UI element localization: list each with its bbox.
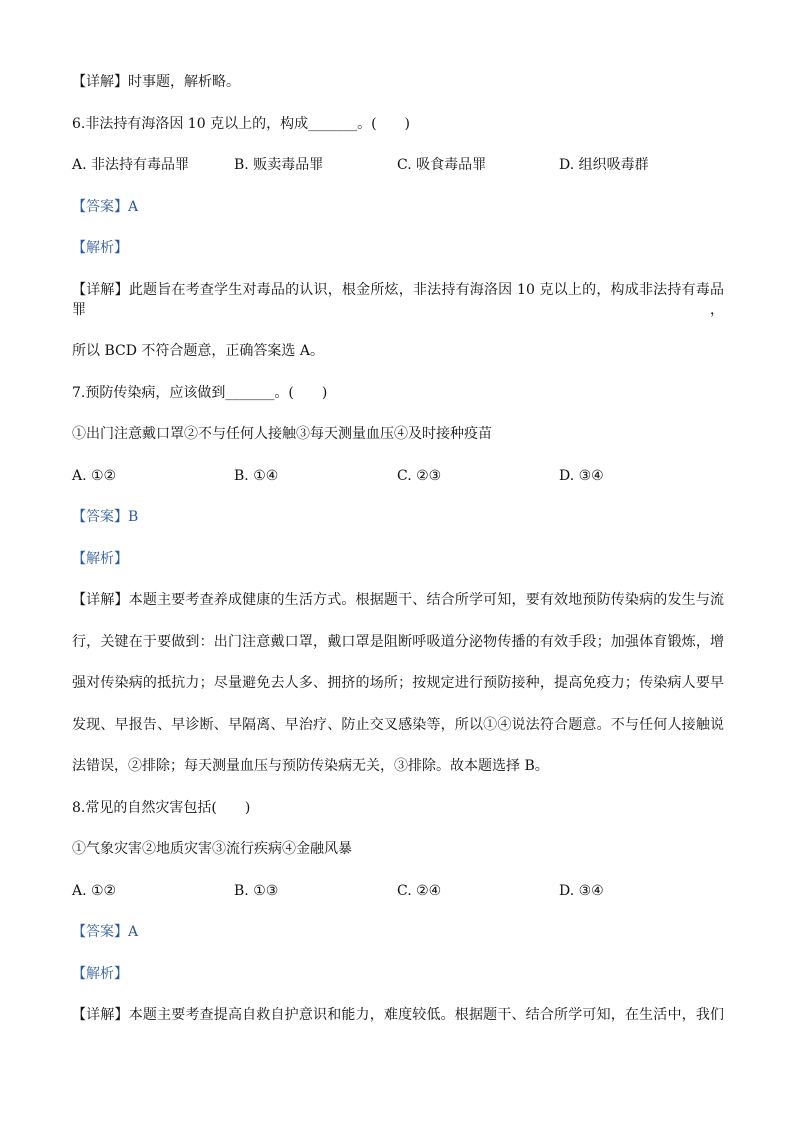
q7-detail-line-4: 发现、早报告、早诊断、早隔离、早治疗、防止交叉感染等，所以①④说法符合题意。不与任何人接触说 bbox=[72, 716, 724, 733]
q8-analysis-label: 【解析】 bbox=[72, 965, 128, 982]
q8-detail bbox=[72, 1005, 724, 1025]
q8-answer: 【答案】A bbox=[72, 924, 139, 940]
q6-detail-line-1: 【详解】此题旨在考查学生对毒品的认识，根金所炫，非法持有海洛因 10 克以上的，构成非法持有毒品罪， bbox=[72, 281, 724, 318]
question-6: 6.非法持有海洛因 10 克以上的，构成_______。( ) bbox=[72, 115, 410, 132]
q6-option-d: D. 组织吸毒群 bbox=[559, 157, 649, 173]
q7-detail-line-2: 行，关键在于要做到：出门注意戴口罩，戴口罩是阻断呼吸道分泌物传播的有效手段；加强体育锻炼，增 bbox=[72, 633, 724, 650]
q6-analysis-label: 【解析】 bbox=[72, 240, 128, 256]
q7-option-d: D. ③④ bbox=[559, 467, 604, 484]
question-8: 8.常见的自然灾害包括( ) bbox=[72, 799, 251, 816]
q6-detail bbox=[72, 280, 724, 362]
q7-detail bbox=[72, 590, 724, 776]
question-8-items: ①气象灾害②地质灾害③流行疾病④金融风暴 bbox=[72, 841, 352, 857]
q8-option-c: C. ②④ bbox=[397, 882, 442, 899]
question-7-options bbox=[72, 466, 724, 486]
q6-option-c: C. 吸食毒品罪 bbox=[397, 157, 487, 173]
q8-detail-line-1: 【详解】本题主要考查提高自救自护意识和能力，难度较低。根据题干、结合所学可知，在生活中，我们 bbox=[72, 1007, 724, 1023]
q6-detail-line-2: 所以 BCD 不符合题意，正确答案选 A。 bbox=[72, 343, 324, 359]
q6-option-a: A. 非法持有毒品罪 bbox=[72, 157, 190, 173]
q8-option-b: B. ①③ bbox=[234, 882, 279, 899]
question-7-items: ①出门注意戴口罩②不与任何人接触③每天测量血压④及时接种疫苗 bbox=[72, 426, 492, 442]
q7-detail-line-3: 强对传染病的抵抗力；尽量避免去人多、拥挤的场所；按规定进行预防接种，提高免疫力；传染病人要早 bbox=[72, 675, 724, 691]
q7-option-b: B. ①④ bbox=[234, 467, 279, 484]
q7-option-a: A. ①② bbox=[72, 467, 117, 484]
question-8-options bbox=[72, 881, 724, 901]
q7-answer: 【答案】B bbox=[72, 509, 139, 525]
q7-detail-line-5: 法错误，②排除；每天测量血压与预防传染病无关，③排除。故本题选择 B。 bbox=[72, 758, 549, 774]
q7-detail-line-1: 【详解】本题主要考查养成健康的生活方式。根据题干、结合所学可知，要有效地预防传染病的发生与流 bbox=[72, 592, 724, 608]
question-7: 7.预防传染病，应该做到_______。( ) bbox=[72, 384, 328, 401]
q8-option-a: A. ①② bbox=[72, 882, 117, 899]
prev-detail-line: 【详解】时事题，解析略。 bbox=[72, 74, 240, 90]
q7-analysis-label: 【解析】 bbox=[72, 550, 128, 567]
q8-option-d: D. ③④ bbox=[559, 882, 604, 899]
question-6-options bbox=[72, 155, 724, 175]
q6-option-b: B. 贩卖毒品罪 bbox=[234, 157, 324, 173]
q7-option-c: C. ②③ bbox=[397, 467, 442, 484]
q6-answer: 【答案】A bbox=[72, 198, 139, 215]
